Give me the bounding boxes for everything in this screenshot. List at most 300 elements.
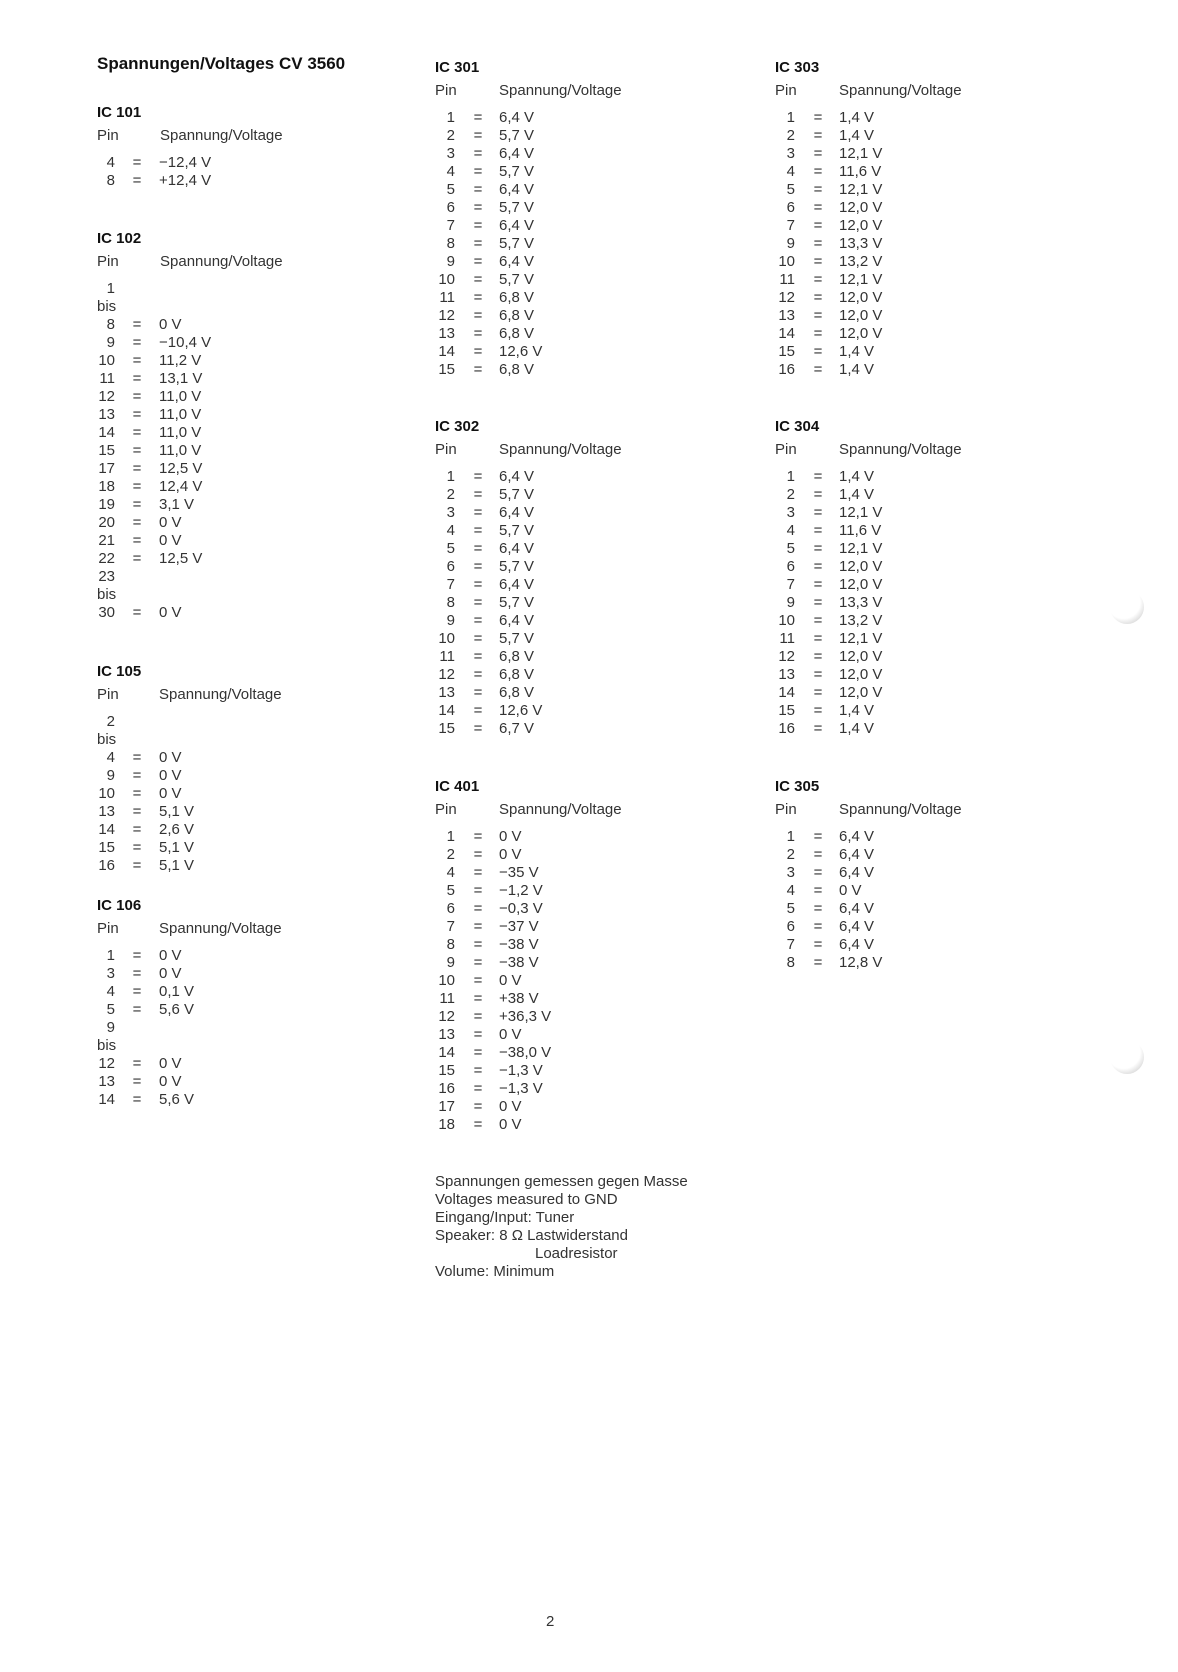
equals-sign: = [813,540,823,557]
equals-sign: = [813,361,823,378]
pin-row [435,127,695,145]
column-header [435,79,695,109]
note-line: Spannungen gemessen gegen Masse [435,1173,688,1190]
pin-row [97,1001,357,1019]
voltage-value: 6,4 V [499,109,535,126]
pin-number: 15 [778,343,795,360]
pin-number: 13 [438,684,455,701]
equals-sign: = [813,684,823,701]
voltage-list [97,947,357,1109]
pin-row [435,235,695,253]
pin-row [435,1080,695,1098]
pin-row [97,334,357,352]
equals-sign: = [473,145,483,162]
voltage-value: 0 V [499,1098,522,1115]
pin-number: 6 [446,558,455,575]
voltage-value: 6,4 V [499,253,535,270]
voltage-value: 12,5 V [159,460,203,477]
pin-number: 10 [778,253,795,270]
equals-sign: = [132,785,142,802]
equals-sign: = [132,803,142,820]
voltage-value: 6,4 V [499,540,535,557]
pin-number: 11 [99,370,115,387]
pin-row [775,540,1035,558]
note-line: Eingang/Input: Tuner [435,1209,575,1226]
pin-number: 3 [446,145,455,162]
equals-sign: = [473,1098,483,1115]
pin-row [435,468,695,486]
voltage-value: 0 V [159,965,182,982]
voltage-value: 12,5 V [159,550,203,567]
pin-row [775,702,1035,720]
page-number: 2 [546,1613,555,1630]
pin-row [435,936,695,954]
voltage-value: −37 V [499,918,539,935]
voltage-value: 12,1 V [839,271,883,288]
pin-row [775,936,1035,954]
column-header [775,438,1035,468]
equals-sign: = [813,702,823,719]
voltage-value: 6,4 V [839,936,875,953]
voltage-value: 6,4 V [499,504,535,521]
equals-sign: = [813,648,823,665]
pin-row [97,785,357,803]
pin-row [435,289,695,307]
voltage-value: 12,0 V [839,648,883,665]
pin-row [775,630,1035,648]
pin-number: 14 [98,1091,115,1108]
equals-sign: = [132,839,142,856]
pin-row [97,1091,357,1109]
equals-sign: = [473,612,483,629]
equals-sign: = [813,307,823,324]
pin-row [97,352,357,370]
equals-sign: = [473,558,483,575]
ic-title: IC 305 [775,778,820,795]
pin-row [435,576,695,594]
pin-number: 14 [98,424,115,441]
note-line: Speaker: 8 Ω Lastwiderstand [435,1227,628,1244]
voltage-value: 12,0 V [839,684,883,701]
voltage-value: +36,3 V [499,1008,552,1025]
pin-number: 5 [446,181,455,198]
equals-sign: = [132,1073,142,1090]
ic-section [97,228,357,622]
pin-number: 16 [98,857,115,874]
voltage-value: 6,4 V [499,217,535,234]
pin-number: 4 [446,864,455,881]
pin-number: 18 [98,478,115,495]
equals-sign: = [813,882,823,899]
pin-row [435,864,695,882]
voltage-value: 1,4 V [839,702,875,719]
pin-row [97,731,357,749]
voltage-header: Spannung/Voltage [839,82,962,99]
pin-number: 5 [786,540,795,557]
pin-number: 10 [438,630,455,647]
equals-sign: = [132,604,142,621]
voltage-value: 12,0 V [839,307,883,324]
pin-number: 5 [446,540,455,557]
pin-row [775,486,1035,504]
equals-sign: = [132,172,142,189]
equals-sign: = [813,325,823,342]
pin-header: Pin [775,801,797,818]
pin-row [775,504,1035,522]
ic-section [775,776,1035,972]
pin-number: 1 [446,468,455,485]
pin-row [435,1098,695,1116]
pin-row [97,586,357,604]
pin-number: 16 [778,720,795,737]
pin-number: 1 [106,280,115,297]
pin-row [775,648,1035,666]
voltage-list [435,109,695,379]
pin-number: 14 [778,325,795,342]
voltage-value: 11,6 V [839,163,882,180]
pin-number: 13 [438,1026,455,1043]
voltage-value: 6,8 V [499,648,535,665]
voltage-value: 12,1 V [839,145,883,162]
equals-sign: = [473,343,483,360]
voltage-value: 5,6 V [159,1091,195,1108]
pin-row [435,648,695,666]
voltage-value: 6,4 V [499,576,535,593]
pin-row [435,702,695,720]
ic-title: IC 102 [97,230,142,247]
voltage-value: 0 V [159,514,182,531]
equals-sign: = [473,900,483,917]
equals-sign: = [132,1055,142,1072]
ic-title: IC 401 [435,778,480,795]
voltage-value: 6,7 V [499,720,535,737]
pin-row [97,1019,357,1037]
voltage-value: 6,4 V [839,846,875,863]
pin-number: 4 [786,522,795,539]
voltage-value: 6,4 V [499,612,535,629]
pin-row [435,720,695,738]
equals-sign: = [473,1080,483,1097]
equals-sign: = [813,181,823,198]
pin-row [97,1055,357,1073]
voltage-value: 12,1 V [839,181,883,198]
column-header [97,683,357,713]
ic-section [775,57,1035,379]
pin-number: 7 [446,217,455,234]
pin-number: 12 [98,388,115,405]
voltage-value: 11,0 V [159,388,202,405]
voltage-value: 5,7 V [499,486,535,503]
pin-row [775,217,1035,235]
equals-sign: = [813,504,823,521]
equals-sign: = [473,1116,483,1133]
pin-number: 1 [786,109,795,126]
pin-row [435,217,695,235]
voltage-value: 12,0 V [839,325,883,342]
voltage-value: 11,0 V [159,442,202,459]
ic-title: IC 105 [97,663,142,680]
pin-number: 11 [439,990,455,1007]
pin-row [435,504,695,522]
voltage-value: 0 V [499,828,522,845]
equals-sign: = [813,828,823,845]
pin-row [435,361,695,379]
voltage-value: 0 V [499,846,522,863]
voltage-value: 12,0 V [839,576,883,593]
pin-row [775,594,1035,612]
ic-section [775,416,1035,738]
voltage-value: 6,8 V [499,325,535,342]
pin-number: 5 [786,181,795,198]
ic-section [435,416,695,738]
pin-number: 4 [446,522,455,539]
equals-sign: = [132,352,142,369]
note-line: Voltages measured to GND [435,1191,618,1208]
pin-row [97,947,357,965]
equals-sign: = [132,514,142,531]
pin-row [97,713,357,731]
pin-row [97,298,357,316]
pin-row [97,965,357,983]
equals-sign: = [132,767,142,784]
pin-header: Pin [97,127,119,144]
voltage-value: 5,7 V [499,127,535,144]
pin-number: 4 [106,154,115,171]
pin-number: 3 [446,504,455,521]
equals-sign: = [813,594,823,611]
pin-row [775,684,1035,702]
voltage-value: 12,8 V [839,954,883,971]
equals-sign: = [132,316,142,333]
pin-header: Pin [97,253,119,270]
equals-sign: = [132,478,142,495]
pin-number: 6 [786,918,795,935]
voltage-value: −38 V [499,936,539,953]
pin-row [97,839,357,857]
voltage-value: 5,6 V [159,1001,195,1018]
pin-number: 13 [98,803,115,820]
voltage-value: 5,7 V [499,522,535,539]
pin-row [435,1026,695,1044]
pin-row [435,846,695,864]
pin-row [775,361,1035,379]
voltage-value: 0 V [839,882,862,899]
voltage-value: 13,1 V [159,370,203,387]
pin-number: 20 [98,514,115,531]
equals-sign: = [132,550,142,567]
ic-title: IC 301 [435,59,480,76]
pin-row [775,181,1035,199]
pin-number: 13 [778,307,795,324]
pin-row [775,109,1035,127]
voltage-value: 11,2 V [159,352,202,369]
equals-sign: = [473,702,483,719]
equals-sign: = [473,828,483,845]
voltage-value: 5,1 V [159,839,195,856]
pin-number: 10 [778,612,795,629]
pin-row [435,253,695,271]
voltage-value: +38 V [499,990,539,1007]
pin-row [775,558,1035,576]
pin-number: 3 [786,864,795,881]
pin-number: 2 [446,127,455,144]
pin-row [97,496,357,514]
pin-number: 8 [446,235,455,252]
voltage-value: 12,0 V [839,199,883,216]
pin-number: bis [97,731,117,748]
voltage-value: −35 V [499,864,539,881]
pin-number: 12 [778,289,795,306]
pin-row [97,280,357,298]
equals-sign: = [132,424,142,441]
equals-sign: = [473,271,483,288]
pin-number: 16 [438,1080,455,1097]
pin-row [435,630,695,648]
column-header [775,798,1035,828]
pin-number: 15 [438,1062,455,1079]
pin-number: 2 [786,846,795,863]
pin-number: 11 [779,630,795,647]
ic-title: IC 304 [775,418,820,435]
pin-row [435,343,695,361]
pin-header: Pin [435,82,457,99]
pin-number: 13 [438,325,455,342]
pin-row [97,983,357,1001]
pin-number: bis [97,298,117,315]
pin-row [775,325,1035,343]
pin-number: 2 [106,713,115,730]
equals-sign: = [813,666,823,683]
pin-header: Pin [435,801,457,818]
voltage-value: 0 V [159,604,182,621]
page-title: Spannungen/Voltages CV 3560 [97,54,346,73]
pin-number: 9 [786,594,795,611]
pin-row [435,1116,695,1134]
equals-sign: = [132,965,142,982]
voltage-header: Spannung/Voltage [160,253,283,270]
pin-row [775,720,1035,738]
voltage-value: 0 V [159,749,182,766]
equals-sign: = [473,1044,483,1061]
voltage-value: 0 V [159,947,182,964]
voltage-value: 12,1 V [839,540,883,557]
pin-number: 10 [438,271,455,288]
voltage-value: 1,4 V [839,468,875,485]
pin-row [97,550,357,568]
voltage-value: 5,7 V [499,271,535,288]
equals-sign: = [813,900,823,917]
pin-number: 9 [786,235,795,252]
voltage-value: 13,2 V [839,253,883,270]
equals-sign: = [473,594,483,611]
pin-row [435,540,695,558]
equals-sign: = [473,1008,483,1025]
pin-number: 9 [446,954,455,971]
voltage-header: Spannung/Voltage [499,801,622,818]
pin-row [435,1044,695,1062]
equals-sign: = [813,954,823,971]
pin-number: 11 [439,289,455,306]
voltage-value: 12,0 V [839,558,883,575]
voltage-value: 0 V [159,1073,182,1090]
pin-number: 14 [438,1044,455,1061]
pin-number: 11 [439,648,455,665]
voltage-value: 12,1 V [839,630,883,647]
voltage-value: −10,4 V [159,334,212,351]
equals-sign: = [473,846,483,863]
pin-row [435,271,695,289]
pin-number: 22 [98,550,115,567]
pin-row [435,882,695,900]
pin-row [97,370,357,388]
ic-section [97,661,357,875]
pin-number: 12 [438,666,455,683]
voltage-value: 6,4 V [839,828,875,845]
voltage-value: 0 V [159,1055,182,1072]
pin-number: 15 [98,442,115,459]
pin-row [435,1008,695,1026]
voltage-header: Spannung/Voltage [159,920,282,937]
equals-sign: = [473,181,483,198]
pin-row [435,972,695,990]
pin-row [775,522,1035,540]
pin-row [775,127,1035,145]
ic-title: IC 106 [97,897,142,914]
equals-sign: = [473,684,483,701]
equals-sign: = [813,235,823,252]
equals-sign: = [813,720,823,737]
voltage-value: 5,7 V [499,163,535,180]
voltage-value: 0 V [499,1026,522,1043]
pin-number: 1 [786,828,795,845]
pin-number: 3 [786,504,795,521]
voltage-list [97,154,357,190]
pin-number: 15 [778,702,795,719]
equals-sign: = [132,496,142,513]
pin-number: 3 [106,965,115,982]
voltage-value: 5,1 V [159,857,195,874]
pin-row [97,604,357,622]
voltage-value: 0 V [159,532,182,549]
equals-sign: = [813,864,823,881]
voltage-value: 0 V [159,767,182,784]
voltage-value: 12,4 V [159,478,203,495]
pin-row [435,558,695,576]
equals-sign: = [132,749,142,766]
voltage-value: −38 V [499,954,539,971]
equals-sign: = [132,857,142,874]
column-header [775,79,1035,109]
voltage-value: 6,8 V [499,307,535,324]
voltage-value: 0 V [159,785,182,802]
voltage-list [775,828,1035,972]
column-header [97,250,357,280]
pin-number: 5 [786,900,795,917]
pin-row [435,954,695,972]
voltage-value: 6,4 V [499,181,535,198]
voltage-value: 3,1 V [159,496,195,513]
pin-row [775,271,1035,289]
voltage-list [435,468,695,738]
pin-row [435,666,695,684]
voltage-value: 6,8 V [499,666,535,683]
pin-row [435,199,695,217]
equals-sign: = [813,576,823,593]
pin-number: 7 [786,576,795,593]
pin-number: 4 [786,882,795,899]
pin-row [435,1062,695,1080]
pin-row [775,864,1035,882]
